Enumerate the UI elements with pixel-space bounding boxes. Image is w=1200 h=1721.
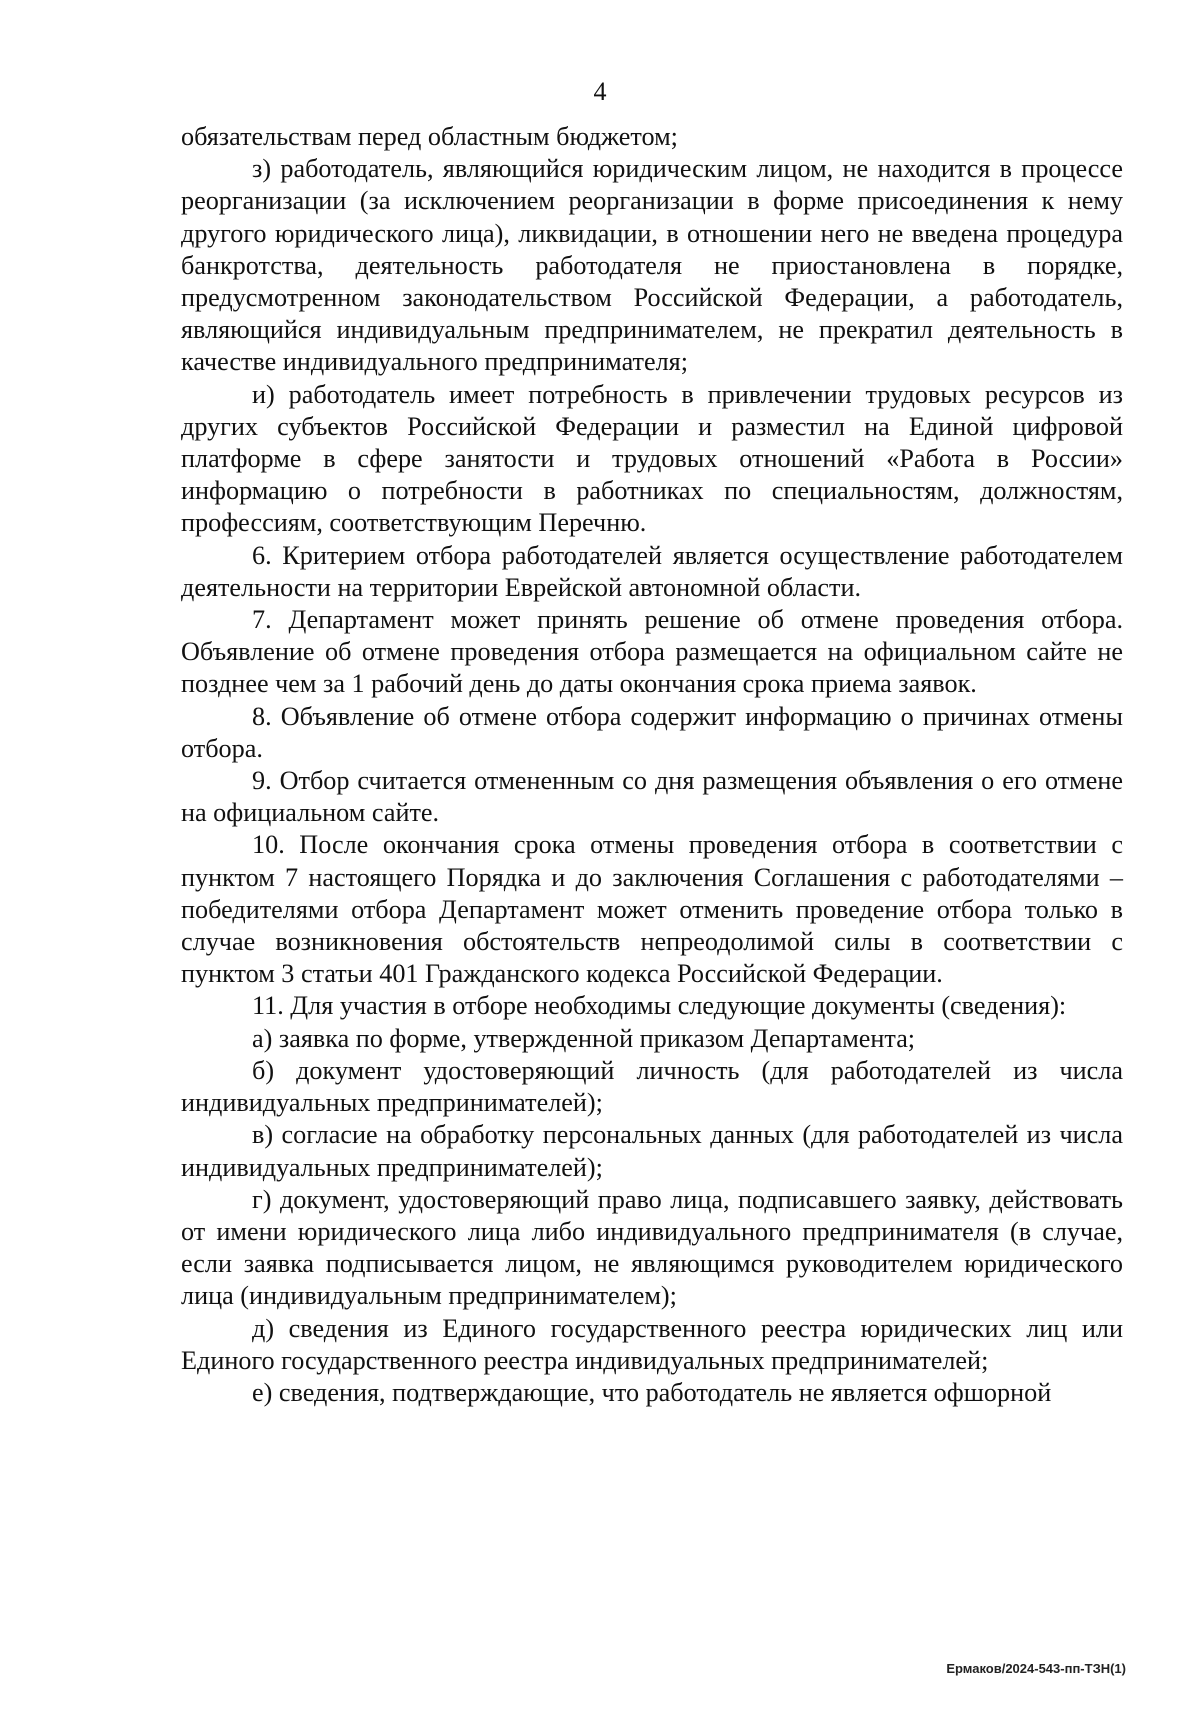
- paragraph-clause-9: 9. Отбор считается отмененным со дня размещения объявления о его отмене на официальном сайте.: [181, 766, 1123, 828]
- paragraph-item-e: е) сведения, подтверждающие, что работодатель не является офшорной: [252, 1377, 1052, 1407]
- document-reference-code: Ермаков/2024-543-пп-ТЗН(1): [946, 1661, 1126, 1676]
- paragraph-item-i: и) работодатель имеет потребность в привлечении трудовых ресурсов из других субъектов Российской Федерации и разместил на Единой цифровой платформе в сфере занятости и трудовых отношений «Работа в России» информацию о потребности в работниках по специальностям, должностям, профессиям, соответствующим Перечню.: [181, 379, 1123, 538]
- paragraph-clause-10: 10. После окончания срока отмены проведения отбора в соответствии с пунктом 7 настоящего Порядка и до заключения Соглашения с работодателями – победителями отбора Департамент может отменить проведение отбора только в случае возникновения обстоятельств непреодолимой силы в соответствии с пунктом 3 статьи 401 Гражданского кодекса Российской Федерации.: [181, 830, 1123, 989]
- paragraph-clause-6: 6. Критерием отбора работодателей является осуществление работодателем деятельности на территории Еврейской автономной области.: [181, 540, 1123, 602]
- document-body: [181, 121, 1123, 1409]
- page-number: 4: [593, 77, 607, 106]
- paragraph-item-b: б) документ удостоверяющий личность (для работодателей из числа индивидуальных предпринимателей);: [181, 1055, 1123, 1118]
- paragraph-item-v: в) согласие на обработку персональных данных (для работодателей из числа индивидуальных предпринимателей);: [181, 1120, 1123, 1182]
- paragraph-clause-11: 11. Для участия в отборе необходимы следующие документы (сведения):: [252, 991, 1067, 1021]
- paragraph-clause-7: 7. Департамент может принять решение об отмене проведения отбора. Объявление об отмене проведения отбора размещается на официальном сайте не позднее чем за 1 рабочий день до даты окончания срока приема заявок.: [181, 605, 1123, 699]
- paragraph-item-g: г) документ, удостоверяющий право лица, подписавшего заявку, действовать от имени юридического лица либо индивидуального предпринимателя (в случае, если заявка подписывается лицом, не являющимся руководителем юридического лица (индивидуальным предпринимателем);: [181, 1184, 1123, 1311]
- paragraph-clause-8: 8. Объявление об отмене отбора содержит информацию о причинах отмены отбора.: [181, 701, 1123, 763]
- paragraph-item-a: а) заявка по форме, утвержденной приказом Департамента;: [252, 1023, 916, 1053]
- paragraph-item-z: з) работодатель, являющийся юридическим лицом, не находится в процессе реорганизации (за исключением реорганизации в форме присоединения к нему другого юридического лица), ликвидации, в отношении него не введена процедура банкротства, деятельность работодателя не приостановлена в порядке, предусмотренном законодательством Российской Федерации, а работодатель, являющийся индивидуальным предпринимателем, не прекратил деятельность в качестве индивидуального предпринимателя;: [181, 154, 1123, 377]
- paragraph-item-d: д) сведения из Единого государственного реестра юридических лиц или Единого государственного реестра индивидуальных предпринимателей;: [181, 1313, 1123, 1375]
- paragraph: обязательствам перед областным бюджетом;: [181, 122, 678, 151]
